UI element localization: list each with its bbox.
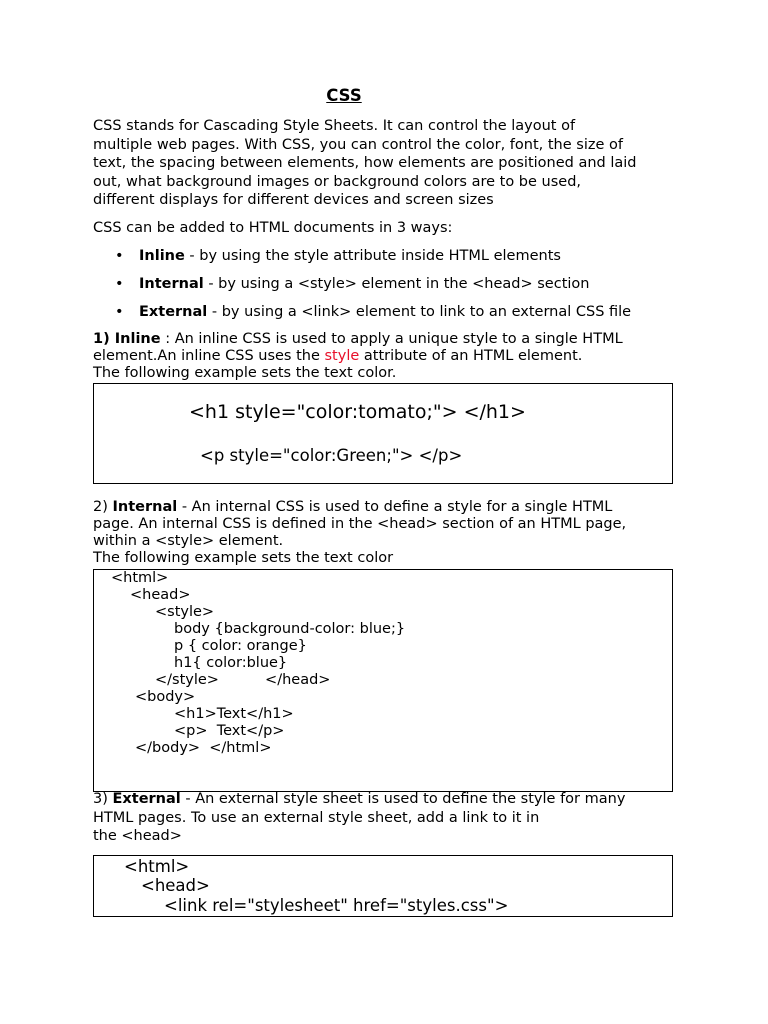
- code-line: <html>: [111, 570, 169, 586]
- internal-desc: - An internal CSS is used to define a style for a single HTML: [177, 499, 613, 515]
- ways-intro: CSS can be added to HTML documents in 3 ways:: [93, 220, 453, 236]
- inline-term: Inline: [114, 331, 161, 347]
- external-prefix: 3): [93, 791, 113, 807]
- intro-line: text, the spacing between elements, how elements are positioned and laid: [93, 155, 637, 171]
- internal-code-box: [93, 569, 673, 792]
- bullet-icon: •: [115, 276, 124, 292]
- external-term: External: [112, 791, 181, 807]
- intro-line: multiple web pages. With CSS, you can control the color, font, the size of: [93, 136, 623, 153]
- inline-code-box: [93, 383, 673, 484]
- code-line: <head>: [130, 587, 191, 603]
- code-line: <head>: [141, 876, 210, 895]
- external-section: [93, 790, 683, 846]
- way-term: Internal: [139, 276, 204, 292]
- code-line: <body>: [135, 689, 196, 705]
- inline-desc-2a: element.An inline CSS uses the: [93, 348, 325, 364]
- way-term: External: [139, 304, 208, 320]
- external-desc: - An external style sheet is used to define the style for many: [180, 791, 626, 807]
- code-line: <p style="color:Green;"> </p>: [200, 446, 463, 465]
- code-line: <html>: [124, 857, 190, 876]
- way-desc: - by using the style attribute inside HTML elements: [184, 248, 561, 264]
- code-line: <style>: [155, 604, 215, 620]
- page-title: CSS: [326, 86, 362, 105]
- inline-desc: : An inline CSS is used to apply a unique style to a single HTML: [160, 331, 623, 347]
- way-desc: - by using a <link> element to link to an external CSS file: [207, 304, 632, 320]
- internal-desc-2: page. An internal CSS is defined in the <head> section of an HTML page,: [93, 516, 627, 532]
- code-line: <link rel="stylesheet" href="styles.css">: [164, 896, 509, 915]
- style-keyword: style: [324, 348, 360, 364]
- intro-line: CSS stands for Cascading Style Sheets. It can control the layout of: [93, 118, 576, 134]
- inline-example-note: The following example sets the text color.: [93, 365, 397, 381]
- list-item: [93, 274, 693, 302]
- list-item: [93, 246, 693, 274]
- internal-section: [93, 499, 683, 567]
- external-code-box: [93, 855, 673, 917]
- list-item: [93, 302, 693, 330]
- code-line: <h1 style="color:tomato;"> </h1>: [189, 401, 526, 423]
- way-desc: - by using a <style> element in the <head> section: [203, 276, 590, 292]
- code-line: </style> </head>: [155, 672, 331, 688]
- code-line: <p> Text</p>: [174, 723, 285, 739]
- intro-line: out, what background images or background colors are to be used,: [93, 173, 582, 190]
- internal-prefix: 2): [93, 499, 113, 515]
- inline-section: [93, 331, 683, 382]
- code-line: h1{ color:blue}: [174, 655, 288, 671]
- ways-list: [93, 246, 693, 330]
- intro-line: different displays for different devices and screen sizes: [93, 192, 494, 208]
- bullet-icon: •: [115, 304, 124, 320]
- code-line: </body> </html>: [135, 740, 272, 756]
- internal-desc-3: within a <style> element.: [93, 533, 284, 549]
- code-line: p { color: orange}: [174, 638, 307, 654]
- internal-example-note: The following example sets the text color: [93, 550, 394, 566]
- code-line: <h1>Text</h1>: [174, 706, 294, 722]
- external-desc-2: HTML pages. To use an external style sheet, add a link to it in: [93, 809, 540, 826]
- inline-prefix: 1): [93, 331, 115, 347]
- intro-paragraph: [93, 117, 683, 210]
- code-line: body {background-color: blue;}: [174, 621, 406, 637]
- internal-term: Internal: [112, 499, 178, 515]
- inline-desc-2b: attribute of an HTML element.: [359, 348, 583, 364]
- way-term: Inline: [139, 248, 185, 264]
- bullet-icon: •: [115, 248, 124, 264]
- external-desc-3: the <head>: [93, 828, 182, 844]
